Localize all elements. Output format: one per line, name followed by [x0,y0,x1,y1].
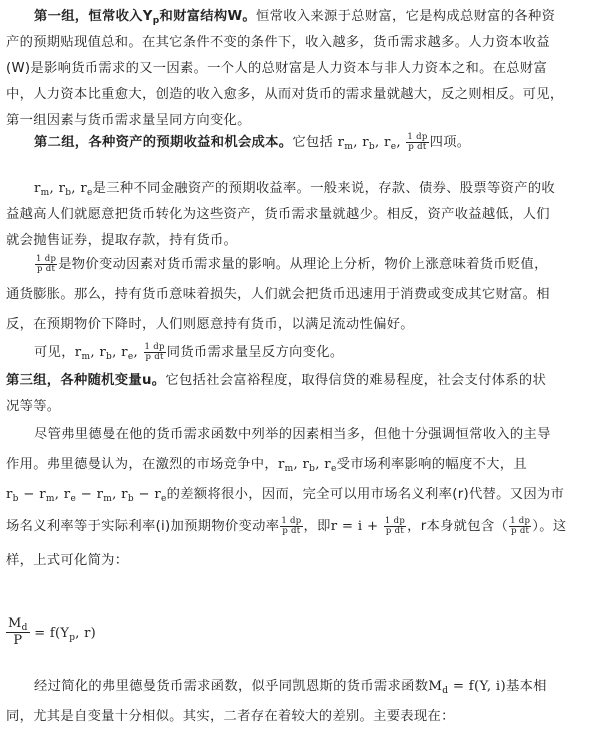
math-rate-differences: $r_b - r_m$, $r_e - r_m$, $r_b - r_e$ [6,487,167,504]
group2-heading: 第二组，各种资产的预期收益和机会成本。 [34,135,293,150]
math-rm-rb-re: $r_m$, $r_b$, $r_e$ [34,181,93,198]
group1-line-4: 中，人力资本比重愈大，创造的收入愈多，从而对货币的需求量就越大，反之则相反。可见， [6,87,564,102]
math-r-equation: r = i + $\frac{1 dp}{\text{p dt}}$ [330,516,406,536]
friedman-paragraph: 尽管弗里德曼在他的货币需求函数中列举的因素相当多，但他十分强调恒常收入的主导 作用。弗里德曼认为，在激烈的市场竞争中，$r_m$, $r_b$, $r_e$受市场利率影响的幅度不大，且 $r_b - r_m$, $r_e - r_m$, $r_b - r_e$的差额将很小，因而，完全可以用市场名义利率(r)代替。又因为市 场名义利率等于实际利率(i)加预期物价变动率 $\frac{1 dp}{\text{p dt}}$ ，即r = i + $\frac{1 dp}{\text{p dt}}$ ，r本身就包含（ $\frac{1 dp}{\text{p dt}}$ ）。这 样，上式可化简为： [6,420,584,578]
group2-p1-line-2: 益越高人们就愿意把货币转化为这些资产，货币需求量就越少。相反，资产收益越低，人们 [6,207,550,222]
group1-line-5: 第一组因素与货币需求量呈同方向变化。 [6,113,251,128]
math-inverse-factors: $r_m$, $r_b$, $r_e$, $\frac{1 dp}{\text{p dt}}$ [74,342,165,362]
group3-paragraph: 第三组，各种随机变量u。它包括社会富裕程度，取得信贷的难易程度，社会支付体系的状 况等等。 [6,368,584,420]
group3-heading: 第三组，各种随机变量u。 [6,373,166,388]
math-dp-dt-fraction-2: $\frac{1 dp}{\text{p dt}}$ [281,515,302,536]
friedman-line-5: 样，上式可化简为： [6,553,129,568]
friedman-line-1: 尽管弗里德曼在他的货币需求函数中列举的因素相当多，但他十分强调恒常收入的主导 [34,427,551,442]
group1-heading: 第一组，恒常收入$Y_p$和财富结构W。 [34,9,257,26]
group1-paragraph [6,4,584,134]
formula-lhs-fraction: $\frac{M_d}{P}$ [8,616,28,648]
group3-line-2: 况等等。 [6,399,61,414]
group2-paragraph-3: 可见，$r_m$, $r_b$, $r_e$, $\frac{1 dp}{\text{p dt}}$ 同货币需求量呈反方向变化。 [34,342,344,362]
comparison-line-2: 同，尤其是自变量十分相似。其实，二者存在着较大的差别。主要表现在： [6,709,455,724]
comparison-paragraph: 经过简化的弗里德曼货币需求函数，似乎同凯恩斯的货币需求函数$M_d = f(Y$, i)基本相 同，尤其是自变量十分相似。其实，二者存在着较大的差别。主要表现在： [6,672,584,732]
math-rm-rb-re-frac: $r_m$, $r_b$, $r_e$, $\frac{1 dp}{\text{p dt}}$ [337,132,428,152]
formula-rhs: = $f(Y_p$, r) [34,625,97,643]
group2-p2-line-2: 通货膨胀。那么，持有货币意味着损失，人们就会把货币迅速用于消费或变成其它财富。相 [6,287,550,302]
group1-line-1: 恒常收入来源于总财富，它是构成总财富的各种资 [256,9,556,24]
group2-paragraph-2: $\frac{1 dp}{\text{p dt}}$ 是物价变动因素对货币需求量的影响。从理论上分析，物价上涨意味着货币贬值， 通货膨胀。那么，持有货币意味着损失，人们就会把货币迅速用于消费或变成其它财富。相 反，在预期物价下降时，人们则愿意持有货币，以满足流动性偏好。 [6,250,584,340]
group2-heading-paragraph: 第二组，各种资产的预期收益和机会成本。它包括 $r_m$, $r_b$, $r_e$, $\frac{1 dp}{\text{p dt}}$ 四项。 [34,132,471,152]
group2-paragraph-1: $r_m$, $r_b$, $r_e$是三种不同金融资产的预期收益率。一般来说，存款、债券、股票等资产的收 益越高人们就愿意把货币转化为这些资产，货币需求量就越少。相反，资产收益越低，人们 就会抛售证券，提取存款，持有货币。 [6,176,584,254]
group2-p2-line-3: 反，在预期物价下降时，人们则愿意持有货币，以满足流动性偏好。 [6,317,414,332]
group1-line-3: (W)是影响货币需求的又一因素。一个人的总财富是人力资本与非人力资本之和。在总财富 [6,61,548,76]
group1-line-2: 产的预期贴现值总和。在其它条件不变的条件下，收入越多，货币需求越多。人力资本收益 [6,35,550,50]
math-dp-dt-fraction: $\frac{1 dp}{\text{p dt}}$ [36,253,57,274]
group2-p1-line-3: 就会抛售证券，提取存款，持有货币。 [6,233,238,248]
math-rm-rb-re-2: $r_m$, $r_b$, $r_e$ [277,457,337,474]
math-dp-dt-fraction-3: $\frac{1 dp}{\text{p dt}}$ [510,515,531,536]
math-keynes-function: $M_d = f(Y$, i) [428,679,506,696]
money-demand-formula [6,616,584,656]
